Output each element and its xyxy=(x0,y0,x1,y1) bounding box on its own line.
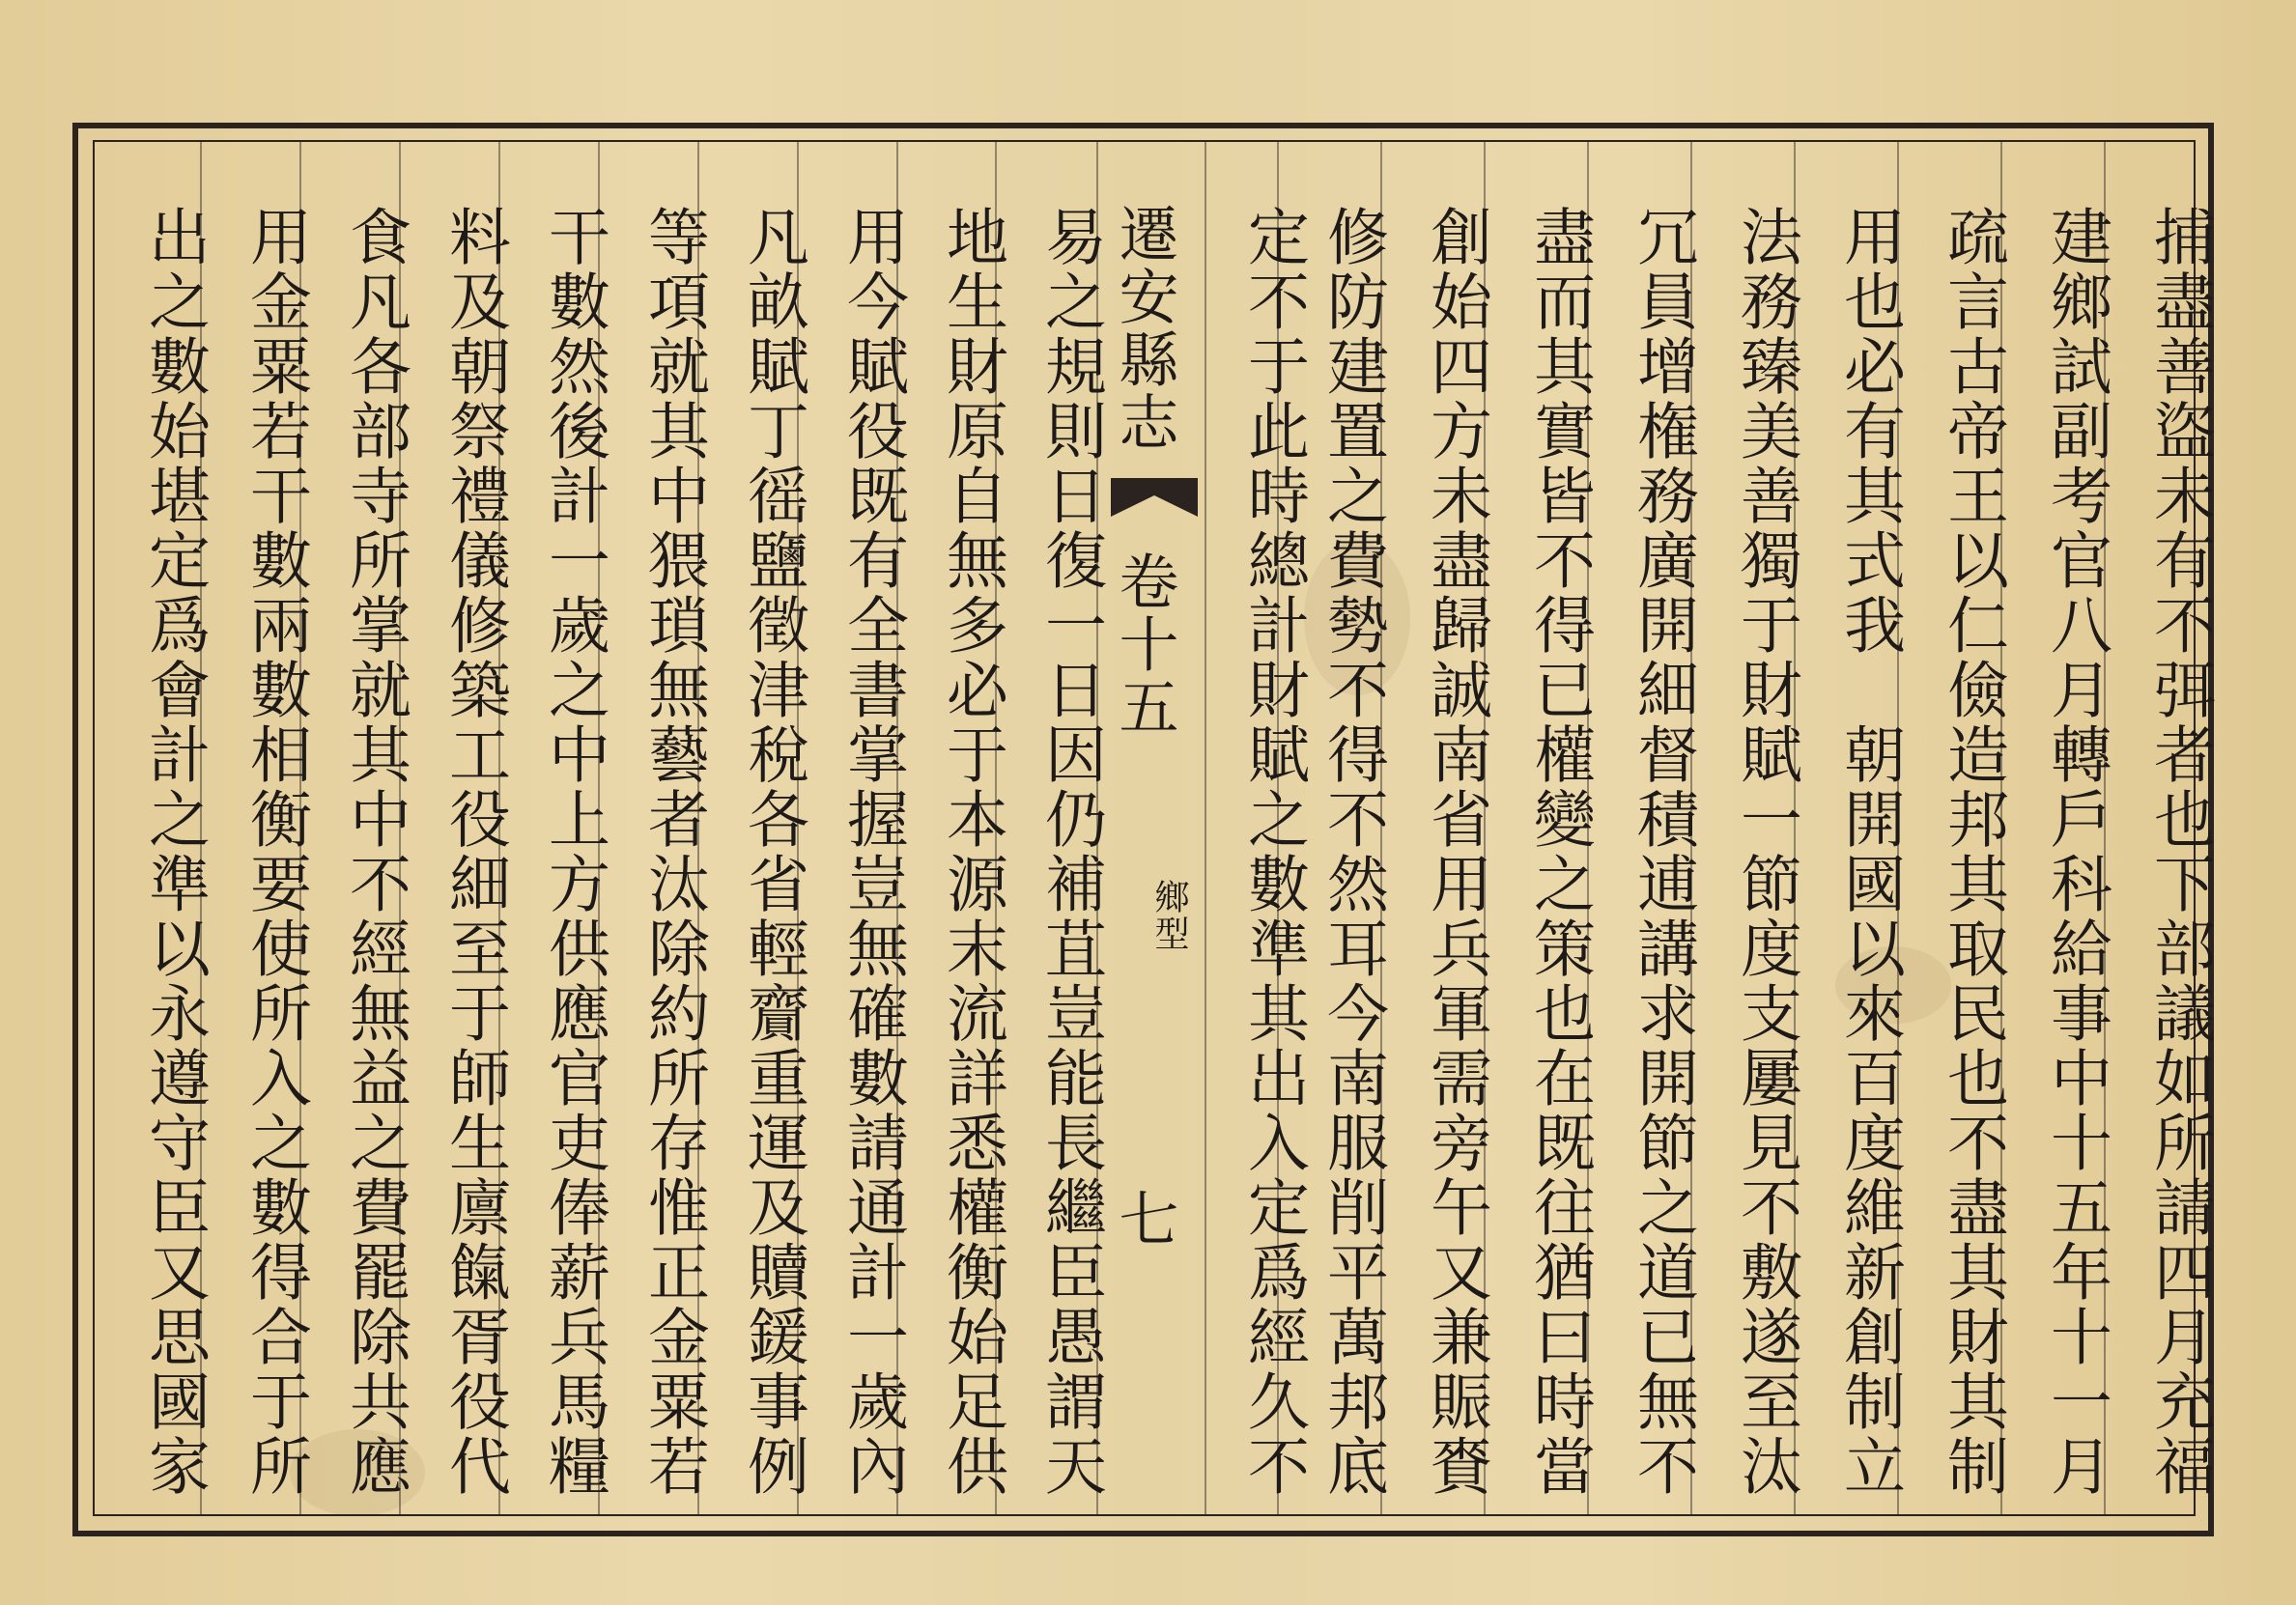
text-column: 盡而其實皆不得已權變之策也在既往猶曰時當 xyxy=(1523,205,1595,1499)
text-column: 等項就其中猥瑣無藝者汰除約所存惟正金粟若 xyxy=(638,205,709,1499)
section-label: 鄉型 xyxy=(1149,879,1189,952)
text-column: 用今賦役既有全書掌握豈無確數請通計一歲內 xyxy=(836,205,908,1499)
text-column: 修防建置之費勢不得不然耳今南服削平萬邦底 xyxy=(1317,205,1388,1499)
text-column: 食凡各部寺所掌就其中不經無益之費罷除共應 xyxy=(339,205,411,1499)
text-column: 料及朝祭禮儀修築工役細至于師生廪餼胥役代 xyxy=(439,205,510,1499)
fishtail-mark-icon xyxy=(1111,478,1198,517)
text-column: 定不于此時總計財賦之數準其出入定爲經久不 xyxy=(1237,205,1309,1499)
text-column: 疏言古帝王以仁儉造邦其取民也不盡其財其制 xyxy=(1937,205,2008,1499)
text-column: 冗員增権務廣開細督積逋講求開節之道已無不 xyxy=(1627,205,1698,1499)
text-column: 法務臻美善獨于財賦一節度支屢見不敷遂至汰 xyxy=(1730,205,1801,1499)
center-fold-column xyxy=(1101,145,1207,1516)
text-column: 捕盡善盜未有不弭者也下部議如所請四月充福 xyxy=(2143,205,2215,1499)
text-column: 用金粟若干數兩數相衡要使所入之數得合于所 xyxy=(240,205,311,1499)
text-column: 用也必有其式我 朝開國以來百度維新創制立 xyxy=(1833,205,1905,1499)
page-number: 七 xyxy=(1109,1188,1179,1248)
text-column: 干數然後計一歲之中上方供應官吏俸薪兵馬糧 xyxy=(538,205,609,1499)
text-column: 易之規則日復一日因仍補苴豈能長繼臣愚謂天 xyxy=(1035,205,1106,1499)
text-column: 創始四方未盡歸誠南省用兵軍需旁午又兼賑賚 xyxy=(1420,205,1491,1499)
text-column: 建鄉試副考官八月轉戶科給事中十五年十一月 xyxy=(2040,205,2112,1499)
text-column: 出之數始堪定爲會計之準以永遵守臣又思國家 xyxy=(138,205,210,1499)
text-column: 凡畝賦丁徭鹽徵津稅各省輕齎重運及贖鍰事例 xyxy=(737,205,808,1499)
book-title: 遷安縣志 xyxy=(1109,203,1179,454)
text-column: 地生財原自無多必于本源末流詳悉權衡始足供 xyxy=(936,205,1007,1499)
volume-label: 卷十五 xyxy=(1109,550,1179,739)
